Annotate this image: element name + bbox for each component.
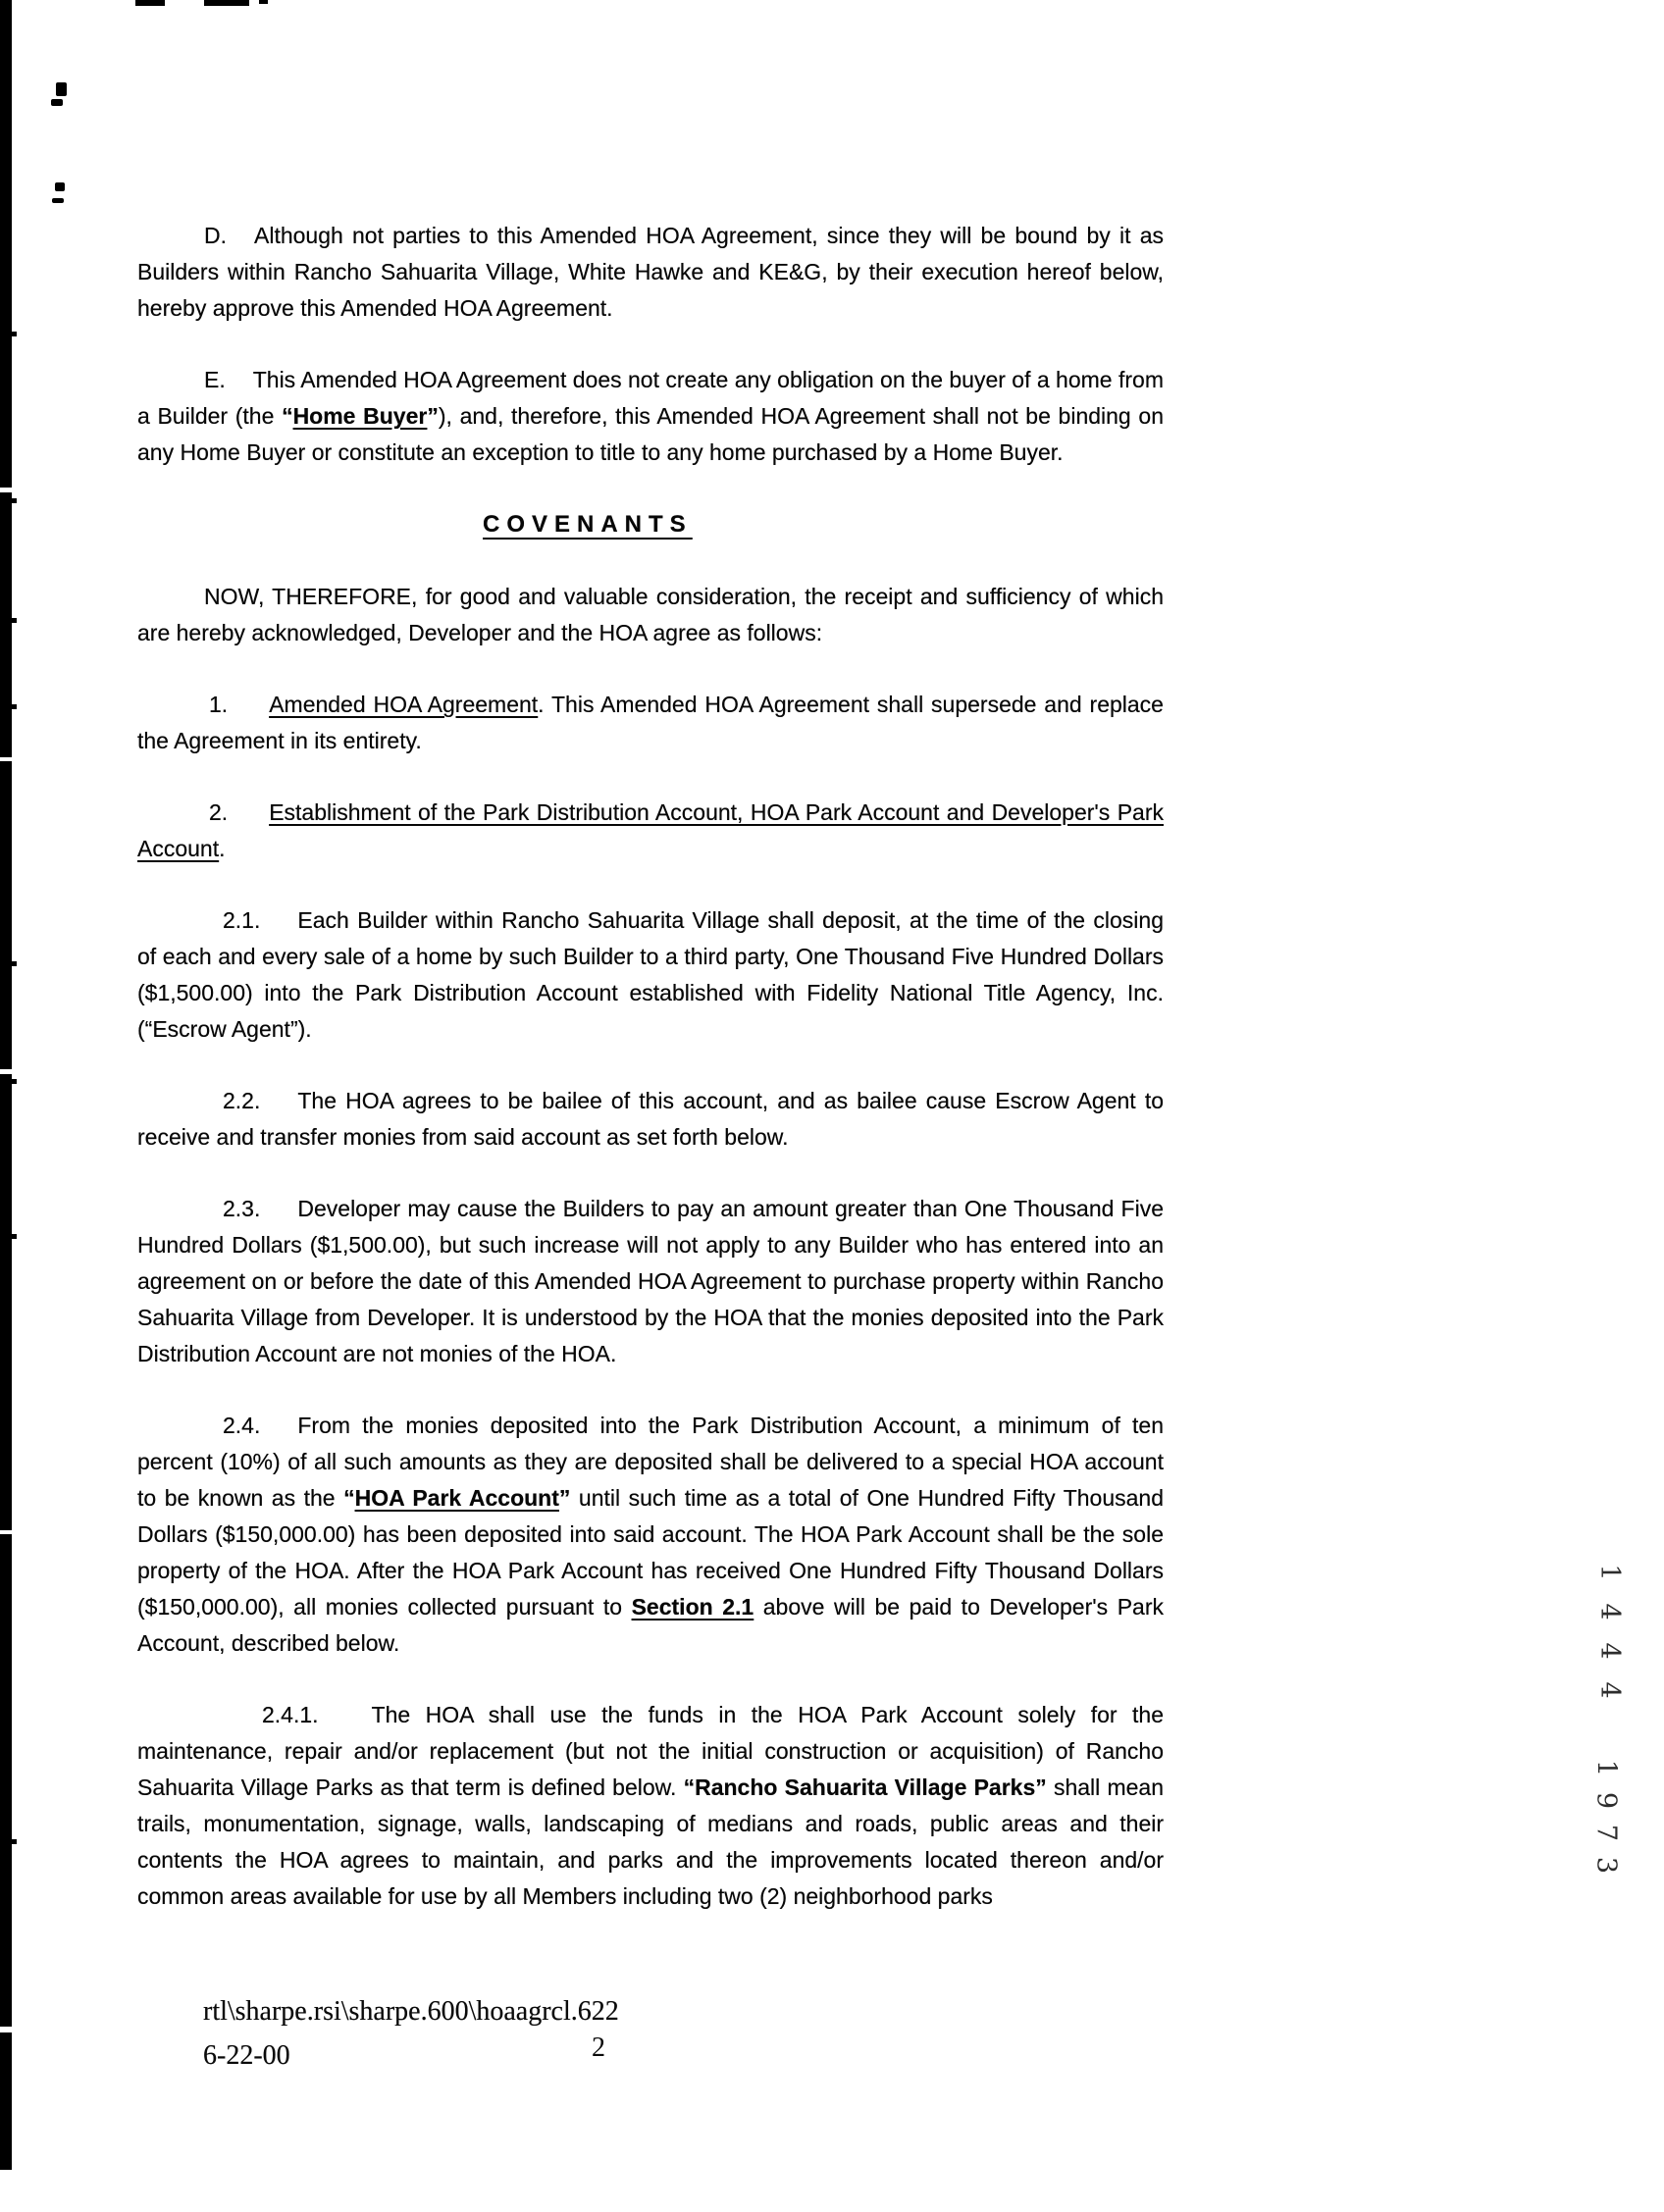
item-2-3-label: 2.3. [223,1196,261,1221]
recital-e-text: This Amended HOA Agreement does not create any obligation on the buyer of a home from a Builder (the “Home Buyer”), and, therefore, this Amended HOA Agreement shall not be binding on any Home Buyer or constitute an exception to title to any home purchased by a Home Buyer. [137,367,1164,465]
scan-edge-tick [12,1839,17,1844]
scan-edge-tick [12,332,17,336]
item-2-label: 2. [209,799,229,825]
scan-speck [52,198,64,203]
recital-d-text: Although not parties to this Amended HOA Agreement, since they will be bound by it as Builders within Rancho Sahuarita Village, White Hawke and KE&G, by their execution hereof below, hereby approve this Amended HOA Agreement. [137,223,1164,321]
scan-edge-tick [12,961,17,966]
scan-speck [56,82,67,96]
item-2-4-label: 2.4. [223,1413,261,1438]
scan-speck [55,182,65,191]
covenants-heading: COVENANTS [483,511,693,538]
scan-speck [51,99,63,106]
item-2 [137,795,1164,867]
item-2-4-1-text: The HOA shall use the funds in the HOA Park Account solely for the maintenance, repair and/or replacement (but not the initial construction or acquisition) of Rancho Sahuarita Village Parks as that term is defined below. “Rancho Sahuarita Village Parks” shall mean trails, monumentation, signage, walls, landscaping of medians and roads, public areas and their contents the HOA agrees to maintain, and parks and the improvements located thereon and/or common areas available for use by all Members including two (2) neighborhood parks [137,1702,1164,1909]
margin-stamp-upper: 1 4 4 4 [1594,1564,1625,1699]
item-2-1-text: Each Builder within Rancho Sahuarita Village shall deposit, at the time of the closing of each and every sale of a home by such Builder to a third party, One Thousand Five Hundred Dollars ($1,500.00) into the Park Distribution Account established with Fidelity National Title Agency, Inc. (“Escrow Agent”). [137,907,1164,1042]
document-body [137,218,1164,1950]
scan-edge-notch [0,488,12,492]
scan-edge-notch [0,1069,12,1074]
item-2-4 [137,1408,1164,1662]
item-1 [137,687,1164,759]
item-1-text: Amended HOA Agreement. This Amended HOA Agreement shall supersede and replace the Agreement in its entirety. [137,692,1164,753]
item-2-4-1-label: 2.4.1. [262,1702,319,1727]
recital-d-label: D. [204,223,227,248]
item-1-label: 1. [209,692,229,717]
scan-edge-notch [0,1530,12,1534]
item-2-text: Establishment of the Park Distribution Account, HOA Park Account and Developer's Park Account. [137,799,1164,861]
page-footer [203,1989,619,2078]
preamble-paragraph [137,579,1164,651]
scan-edge-bar [0,0,12,2170]
scan-edge-tick [12,498,17,503]
item-2-4-1 [137,1697,1164,1915]
item-2-3-text: Developer may cause the Builders to pay an amount greater than One Thousand Five Hundred Dollars ($1,500.00), but such increase will not apply to any Builder who has entered into an agreement on or before the date of this Amended HOA Agreement to purchase property within Rancho Sahuarita Village from Developer. It is understood by the HOA that the monies deposited into the Park Distribution Account are not monies of the HOA. [137,1196,1164,1366]
scan-edge-notch [0,757,12,761]
scan-top-dash [135,0,165,6]
item-2-1 [137,902,1164,1048]
margin-stamp-lower: 1 9 7 3 [1590,1759,1622,1875]
scan-edge-notch [0,2027,12,2032]
footer-date: 6-22-00 [203,2040,290,2071]
recital-e [137,362,1164,471]
item-2-2-label: 2.2. [223,1088,261,1113]
scan-edge-tick [12,618,17,623]
scan-edge-tick [12,1079,17,1084]
recital-e-label: E. [204,367,226,392]
item-2-2-text: The HOA agrees to be bailee of this account, and as bailee cause Escrow Agent to receive and transfer monies from said account as set forth below. [137,1088,1164,1150]
scan-top-dash [204,0,249,6]
item-2-4-text: From the monies deposited into the Park Distribution Account, a minimum of ten percent (10%) of all such amounts as they are deposited shall be delivered to a special HOA account to be known as the “HOA Park Account” until such time as a total of One Hundred Fifty Thousand Dollars ($150,000.00) has been deposited into said account. The HOA Park Account shall be the sole property of the HOA. After the HOA Park Account has received One Hundred Fifty Thousand Dollars ($150,000.00), all monies collected pursuant to Section 2.1 above will be paid to Developer's Park Account, described below. [137,1413,1165,1656]
page-number: 2 [592,2032,605,2063]
recital-d [137,218,1164,327]
footer-file-reference: rtl\sharpe.rsi\sharpe.600\hoaagrcl.622 [203,1996,619,2027]
scan-edge-tick [12,1234,17,1239]
item-2-2 [137,1083,1164,1156]
scan-edge-tick [12,704,17,709]
item-2-3 [137,1191,1164,1372]
item-2-1-label: 2.1. [223,907,261,933]
scan-top-dash [259,0,268,4]
preamble-text: NOW, THEREFORE, for good and valuable consideration, the receipt and sufficiency of which are hereby acknowledged, Developer and the HOA agree as follows: [137,584,1164,645]
